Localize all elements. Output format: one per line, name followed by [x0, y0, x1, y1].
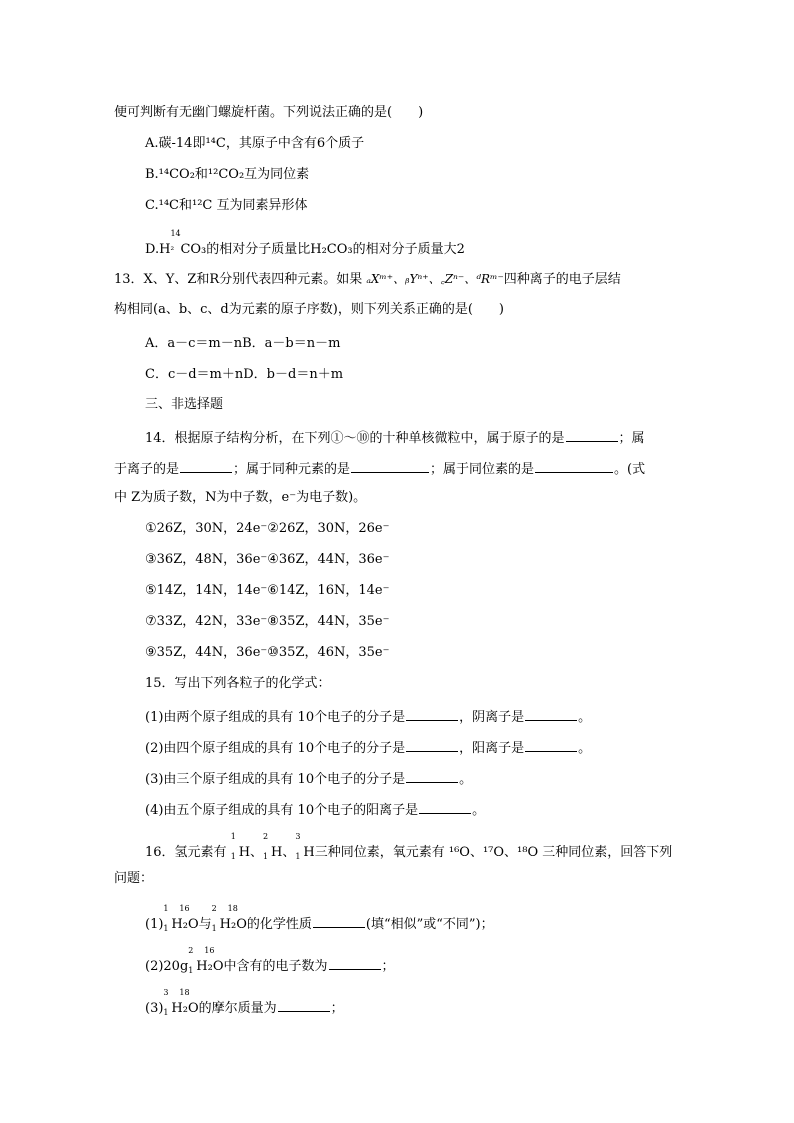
q14-blank-ions[interactable] [180, 458, 232, 473]
q15-part2-end: 。 [578, 741, 592, 756]
q12-option-d-prefix: D.H [145, 242, 171, 257]
q15-part3-end: 。 [459, 772, 473, 787]
q15-part4 [145, 799, 485, 820]
q15-part1-end: 。 [578, 710, 592, 725]
isotope-mass: 2 [263, 832, 269, 841]
q15-part4-text: (4)由五个原子组成的具有 10个电子的阳离子是 [145, 803, 419, 818]
q12-stem: 便可判断有无幽门螺旋杆菌。下列说法正确的是( ) [114, 105, 424, 120]
q13-line1-post: 四种离子的电子层结 [503, 272, 621, 287]
water-o-mass: 16 [204, 946, 215, 955]
q15-part3-text: (3)由三个原子组成的具有 10个电子的分子是 [145, 772, 406, 787]
q13-options-cd: C．c－d＝m＋nD．b－d＝n＋m [145, 367, 344, 382]
water-o-mass: 18 [179, 988, 190, 997]
q12-option-d: D.H 14 ₂ CO₃的相对分子质量比H₂CO₃的相对分子质量大2 [145, 235, 465, 259]
q14-particle-row: ⑨35Z，44N，36e⁻⑩35Z，46N，35e⁻ [145, 645, 390, 660]
q15-blank-1a[interactable] [406, 706, 458, 721]
q16-line1-rest: 三种同位素，氧元素有 ¹⁶O、¹⁷O、¹⁸O 三种同位素，回答下列 [314, 845, 673, 860]
q14-line2-text-d: 。(式 [614, 462, 646, 477]
q15-blank-3[interactable] [406, 768, 458, 783]
q12-option-d-suffix: CO₃的相对分子质量比H₂CO₃的相对分子质量大2 [180, 242, 465, 257]
water-h-number: 1 [163, 924, 169, 933]
q14-line3: 中 Z为质子数，N为中子数，e⁻为电子数)。 [114, 490, 367, 505]
isotope-number: 1 [263, 852, 269, 861]
q14-line1-end: ；属 [618, 431, 645, 446]
q14-line2-text-a: 于离子的是 [114, 462, 180, 477]
water-h-mass: 1 [163, 904, 169, 913]
water-formula: H₂O [171, 1001, 199, 1016]
q16-part2-end: ； [381, 959, 395, 974]
q15-part1-mid: ，阴离子是 [459, 710, 525, 725]
q15-part2-text: (2)由四个原子组成的具有 10个电子的分子是 [145, 741, 406, 756]
q14-line2 [114, 458, 645, 479]
isotope-symbol: H [238, 845, 251, 860]
water-formula: H₂O [196, 959, 224, 974]
water-o-mass: 18 [227, 904, 238, 913]
q13-options-ab: A．a－c＝m－nB．a－b＝n－m [145, 336, 341, 351]
q16-part2-text: 中含有的电子数为 [223, 959, 328, 974]
q12-option-a: A.碳-14即¹⁴C，其原子中含有6个质子 [145, 136, 365, 151]
q15-part1-text: (1)由两个原子组成的具有 10个电子的分子是 [145, 710, 406, 725]
isotope-symbol: H [303, 845, 315, 860]
q16-line1-text: 16．氢元素有 [145, 845, 231, 860]
q14-line1 [145, 427, 645, 448]
q12-option-c: C.¹⁴C和¹²C 互为同素异形体 [145, 198, 308, 213]
q13-line2: 构相同(a、b、c、d为元素的原子序数)，则下列关系正确的是( ) [114, 302, 504, 317]
q16-blank-1[interactable] [313, 913, 365, 928]
q15-title: 15．写出下列各粒子的化学式： [145, 676, 331, 691]
q14-blank-isotopes[interactable] [535, 458, 613, 473]
q14-blank-same-element[interactable] [351, 458, 429, 473]
q16-part1-label: (1) [145, 917, 164, 932]
water-h-number: 1 [188, 966, 194, 975]
q13-line1-pre: 13．X、Y、Z和R分别代表四种元素。如果 [114, 272, 367, 287]
q15-part1 [145, 706, 591, 727]
q12-option-d-mass: 14 [170, 229, 181, 238]
q15-part4-end: 。 [472, 803, 486, 818]
water-h-mass: 2 [211, 904, 217, 913]
q16-part3 [145, 988, 344, 1018]
q15-part3 [145, 768, 472, 789]
q14-blank-atoms[interactable] [566, 427, 618, 442]
water-formula: H₂O [171, 917, 199, 932]
water-h-number: 1 [163, 1008, 169, 1017]
q16-part1-end: (填“相似”或“不同”)； [365, 917, 494, 932]
q16-blank-2[interactable] [329, 955, 381, 970]
q16-line1: 16．氢元素有 1 1 H、 2 1 H、 3 1 H三种同位素，氧元素有 ¹⁶O、¹⁷O、¹⁸O 三种同位素，回答下列 [145, 838, 672, 862]
q16-part1 [145, 904, 494, 934]
q16-blank-3[interactable] [278, 997, 330, 1012]
section-heading: 三、非选择题 [145, 397, 224, 412]
water-h-mass: 2 [188, 946, 194, 955]
isotope-symbol: H [271, 845, 283, 860]
q15-part2-mid: ，阳离子是 [459, 741, 525, 756]
q16-part3-label: (3) [145, 1001, 164, 1016]
q13-line1 [114, 270, 621, 289]
isotope-mass: 1 [230, 832, 236, 841]
q14-particle-row: ③36Z，48N，36e⁻④36Z，44N，36e⁻ [145, 552, 390, 567]
q14-line1-text: 14．根据原子结构分析，在下列①～⑩的十种单核微粒中，属于原子的是 [145, 431, 565, 446]
q13-ions: ₐXᵐ⁺、ᵦYⁿ⁺、꜀Zⁿ⁻、ᵈRᵐ⁻ [366, 272, 504, 286]
q15-blank-4[interactable] [419, 799, 471, 814]
q16-line2: 问题： [114, 871, 154, 886]
q15-part2 [145, 737, 591, 758]
isotope-number: 1 [230, 852, 236, 861]
q14-particle-row: ⑤14Z，14N，14e⁻⑥14Z，16N，14e⁻ [145, 583, 390, 598]
water-o-mass: 16 [179, 904, 190, 913]
q12-option-b: B.¹⁴CO₂和¹²CO₂互为同位素 [145, 167, 310, 182]
q16-part3-end: ； [330, 1001, 344, 1016]
q14-line2-text-b: ；属于同种元素的是 [233, 462, 351, 477]
isotope-mass: 3 [295, 832, 301, 841]
q15-blank-1b[interactable] [525, 706, 577, 721]
water-h-number: 1 [211, 924, 217, 933]
q14-line2-text-c: ；属于同位素的是 [430, 462, 535, 477]
q14-particle-row: ①26Z，30N，24e⁻②26Z，30N，26e⁻ [145, 521, 390, 536]
q16-part1-text: 的化学性质 [246, 917, 312, 932]
q16-part2 [145, 946, 395, 976]
q15-blank-2b[interactable] [525, 737, 577, 752]
water-formula: H₂O [219, 917, 247, 932]
q16-part3-text: 的摩尔质量为 [198, 1001, 277, 1016]
q16-part1-mid: 与 [198, 917, 212, 932]
q14-particle-row: ⑦33Z，42N，33e⁻⑧35Z，44N，35e⁻ [145, 614, 390, 629]
water-h-mass: 3 [163, 988, 169, 997]
q15-blank-2a[interactable] [406, 737, 458, 752]
isotope-number: 1 [295, 852, 301, 861]
q16-part2-label: (2)20g [145, 959, 189, 974]
